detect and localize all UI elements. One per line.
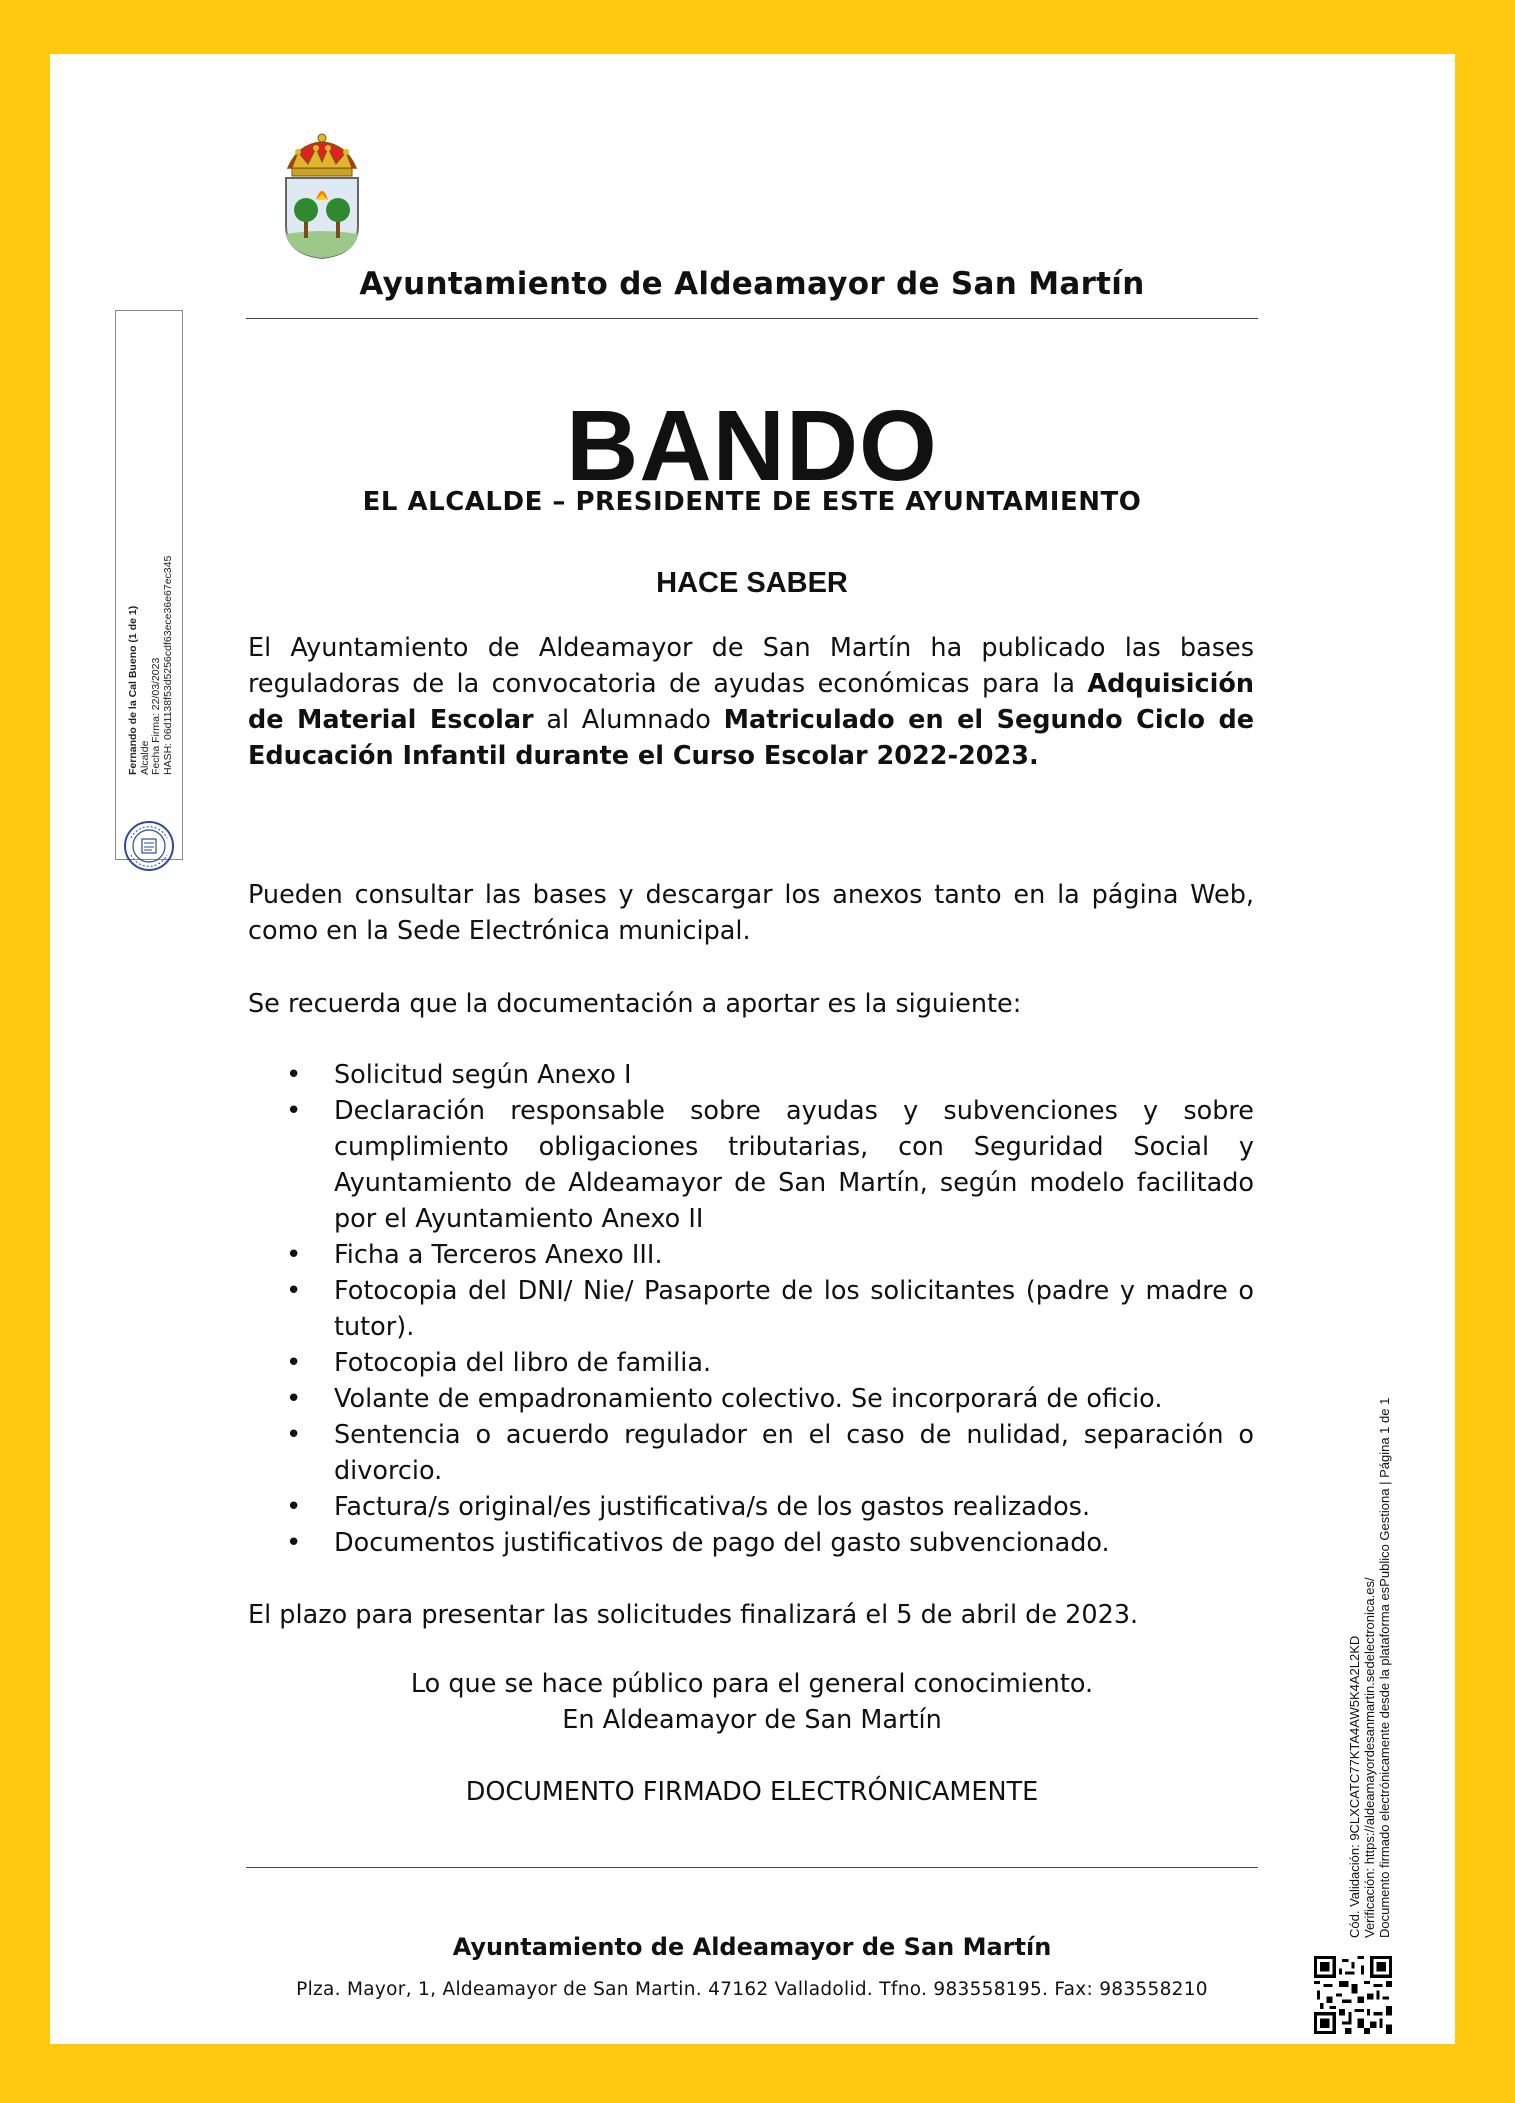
signature-stamp-text: [128, 335, 174, 775]
platform-note: Documento firmado electrónicamente desde la plataforma esPublico Gestiona | Página 1 de 1: [1377, 1397, 1392, 1938]
signature-date: Fecha Firma: 22/03/2023: [150, 657, 162, 775]
paragraph-intro-text-2: al Alumnado: [533, 705, 724, 735]
signer-role: Alcalde: [138, 740, 151, 775]
footer-divider: [246, 1867, 1258, 1868]
paragraph-intro-text-1: El Ayuntamiento de Aldeamayor de San Martín ha publicado las bases reguladoras de la convocatoria de ayudas económicas para la: [248, 633, 1254, 699]
verification-url: Verificación: https://aldeamayordesanmartin.sedelectronica.es/: [1362, 1577, 1377, 1938]
list-item: • Declaración responsable sobre ayudas y subvenciones y sobre cumplimiento obligaciones tributarias, con Seguridad Social y Ayuntamiento de Aldeamayor de San Martín, según modelo facilitado por el Ayuntamiento Anexo II: [248, 1093, 1254, 1237]
paragraph-documentation: Se recuerda que la documentación a aportar es la siguiente:: [248, 989, 1022, 1019]
list-item: • Sentencia o acuerdo regulador en el caso de nulidad, separación o divorcio.: [248, 1417, 1254, 1489]
list-item: • Fotocopia del libro de familia.: [248, 1345, 1254, 1381]
signed-notice: DOCUMENTO FIRMADO ELECTRÓNICAMENTE: [465, 1777, 1039, 1807]
closing-line-1: Lo que se hace público para el general conocimiento.: [410, 1669, 1094, 1699]
paragraph-intro-bold-2: Matriculado en el Segundo Ciclo de Educación Infantil durante el Curso Escolar 2022-2023.: [248, 705, 1254, 771]
hace-saber-heading: HACE SABER: [656, 567, 848, 599]
signature-hash: HASH: 06d1138f53d5256cdf63ece36e67ec345: [161, 555, 174, 775]
header-organization: Ayuntamiento de Aldeamayor de San Martín: [359, 266, 1145, 302]
document-page: [50, 54, 1455, 2044]
documents-list: [248, 1057, 1254, 1561]
list-item: • Volante de empadronamiento colectivo. Se incorporará de oficio.: [248, 1381, 1254, 1417]
header-divider: [246, 318, 1258, 319]
validation-code: Cód. Validación: 9CLXCATC77KTA4AW5K4A2L2KD: [1347, 1635, 1362, 1938]
list-item: • Solicitud según Anexo I: [248, 1057, 1254, 1093]
verification-text: [1347, 1318, 1392, 1938]
footer-address: Plza. Mayor, 1, Aldeamayor de San Martin. 47162 Valladolid. Tfno. 983558195. Fax: 983558210: [296, 1979, 1208, 2000]
signature-stamp: [115, 310, 183, 860]
list-item: • Fotocopia del DNI/ Nie/ Pasaporte de los solicitantes (padre y madre o tutor).: [248, 1273, 1254, 1345]
list-item: • Factura/s original/es justificativa/s de los gastos realizados.: [248, 1489, 1254, 1525]
qr-code-icon: [1314, 1956, 1392, 2034]
paragraph-deadline: El plazo para presentar las solicitudes finalizará el 5 de abril de 2023.: [248, 1600, 1139, 1630]
paragraph-consult: Pueden consultar las bases y descargar los anexos tanto en la página Web, como en la Sede Electrónica municipal.: [248, 880, 1254, 946]
list-item: • Ficha a Terceros Anexo III.: [248, 1237, 1254, 1273]
page-title: BANDO: [566, 390, 938, 502]
official-seal-icon: [122, 819, 176, 873]
paragraph-intro: [248, 630, 1254, 774]
coat-of-arms-logo: [278, 130, 366, 262]
list-item: • Documentos justificativos de pago del gasto subvencionado.: [248, 1525, 1254, 1561]
paragraph-intro-bold-1: Adquisición de Material Escolar: [248, 669, 1254, 735]
subtitle: EL ALCALDE – PRESIDENTE DE ESTE AYUNTAMIENTO: [362, 487, 1142, 517]
footer-organization: Ayuntamiento de Aldeamayor de San Martín: [452, 1933, 1052, 1961]
signer-name: Fernando de la Cal Bueno (1 de 1): [127, 605, 139, 775]
closing-line-2: En Aldeamayor de San Martín: [562, 1705, 942, 1735]
